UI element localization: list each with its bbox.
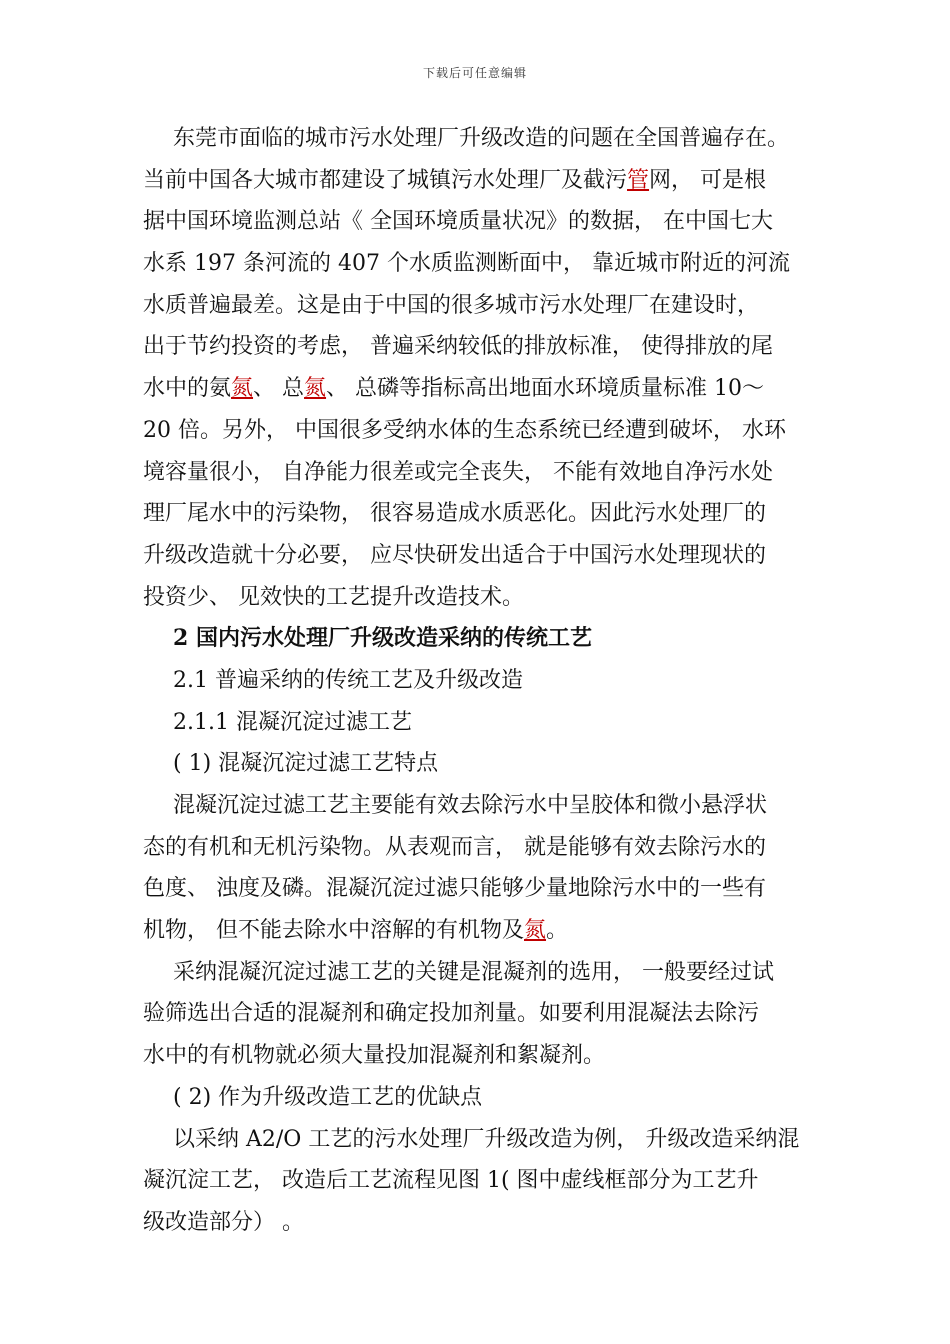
section-heading: 2 国内污水处理厂升级改造采纳的传统工艺 (173, 625, 592, 652)
text-line: ( 1) 混凝沉淀过滤工艺特点 (173, 751, 439, 777)
document-body (143, 118, 823, 1244)
text-line: 20 倍。另外， 中国很多受纳水体的生态系统已经遭到破坏， 水环 (143, 417, 786, 443)
text-segment: 。 (546, 918, 569, 944)
text-line: 凝沉淀工艺， 改造后工艺流程见图 1( 图中虚线框部分为工艺升 (143, 1168, 759, 1194)
text-line: 境容量很小， 自净能力很差或完全丧失， 不能有效地自净污水处 (143, 459, 773, 485)
text-line: 出于节约投资的考虑， 普遍采纳较低的排放标准， 使得排放的尾 (143, 334, 773, 360)
text-line (143, 368, 823, 410)
text-line: 水质普遍最差。这是由于中国的很多城市污水处理厂在建设时， (143, 292, 760, 318)
text-line: 东莞市面临的城市污水处理厂升级改造的问题在全国普遍存在。 (173, 126, 790, 151)
text-line: 2.1 普遍采纳的传统工艺及升级改造 (173, 667, 523, 693)
page-header: 下载后可任意编辑 (422, 66, 527, 80)
highlighted-term: 管 (627, 167, 650, 193)
text-line (143, 910, 823, 952)
text-segment: 网， 可是根 (649, 167, 767, 193)
highlighted-term: 氮 (231, 376, 254, 402)
text-line: 据中国环境监测总站《 全国环境质量状况》的数据， 在中国七大 (143, 209, 773, 235)
text-line: 验筛选出合适的混凝剂和确定投加剂量。如要利用混凝法去除污 (143, 1001, 760, 1027)
text-line: 理厂尾水中的污染物， 很容易造成水质恶化。因此污水处理厂的 (143, 501, 766, 527)
text-line: 以采纳 A2/O 工艺的污水处理厂升级改造为例， 升级改造采纳混 (173, 1126, 800, 1152)
text-line: 升级改造就十分必要， 应尽快研发出适合于中国污水处理现状的 (143, 542, 766, 568)
text-segment: 水中的氨 (143, 376, 232, 402)
text-line: 采纳混凝沉淀过滤工艺的关键是混凝剂的选用， 一般要经过试 (173, 959, 774, 985)
text-line: 色度、 浊度及磷。混凝沉淀过滤只能够少量地除污水中的一些有 (143, 876, 766, 902)
text-line: 投资少、 见效快的工艺提升改造技术。 (143, 584, 524, 610)
text-segment: 当前中国各大城市都建设了城镇污水处理厂及截污 (143, 167, 628, 193)
text-line: 水系 197 条河流的 407 个水质监测断面中， 靠近城市附近的河流 (143, 251, 790, 277)
highlighted-term: 氮 (304, 376, 327, 402)
text-segment: 、 总磷等指标高出地面水环境质量标准 10～ (326, 376, 765, 402)
text-line: 水中的有机物就必须大量投加混凝剂和絮凝剂。 (143, 1043, 606, 1069)
highlighted-term: 氮 (524, 918, 547, 944)
text-line: 态的有机和无机污染物。从表观而言， 就是能够有效去除污水的 (143, 834, 766, 860)
text-line (143, 160, 823, 202)
text-line: ( 2) 作为升级改造工艺的优缺点 (173, 1084, 483, 1110)
text-line: 级改造部分） 。 (143, 1209, 304, 1235)
text-line: 2.1.1 混凝沉淀过滤工艺 (173, 709, 412, 735)
text-segment: 机物， 但不能去除水中溶解的有机物及 (143, 918, 524, 944)
text-segment: 、 总 (253, 376, 305, 402)
text-line: 混凝沉淀过滤工艺主要能有效去除污水中呈胶体和微小悬浮状 (173, 793, 768, 818)
